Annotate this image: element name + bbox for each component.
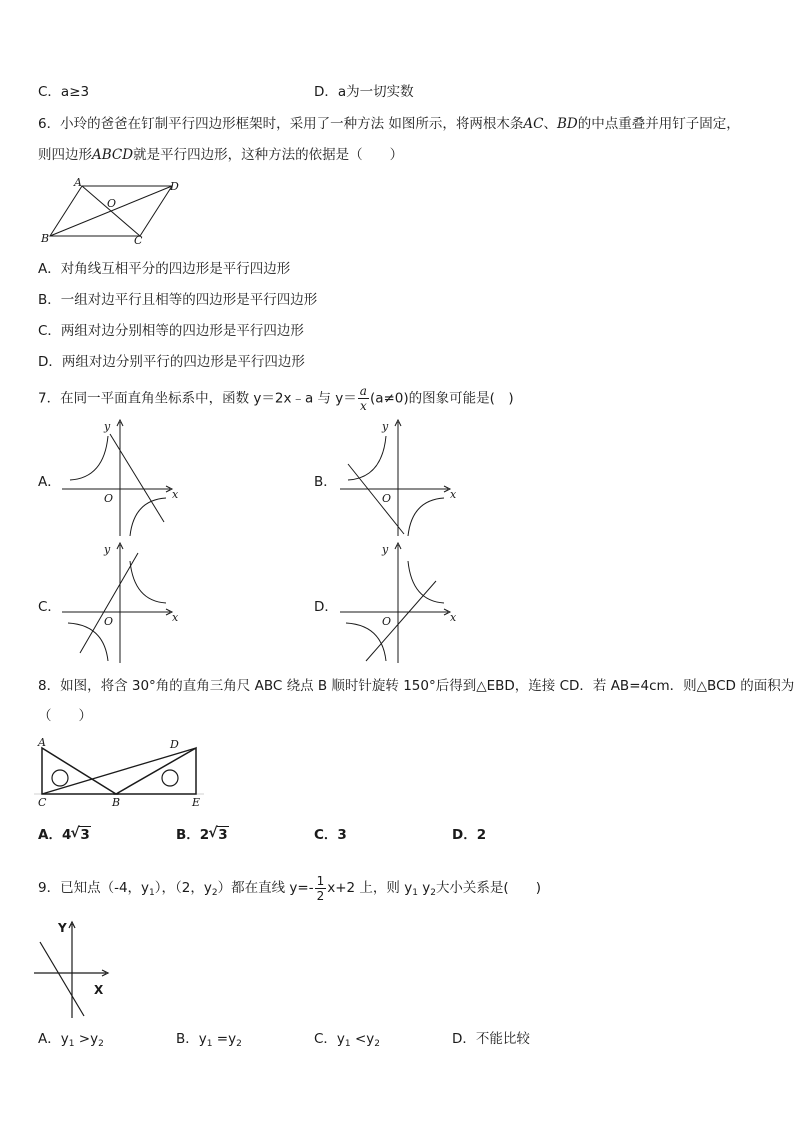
- q9-oc-4: 2: [374, 1039, 380, 1049]
- q7b-origin: O: [382, 492, 392, 505]
- q9-ob-2: 1: [206, 1039, 213, 1049]
- q9-text-c: ）都在直线 y=-: [217, 880, 314, 896]
- q7-stem-text: 7．在同一平面直角坐标系中，函数 y＝2x﹣a 与 y＝: [38, 390, 357, 407]
- q6-bd: BD: [556, 116, 578, 132]
- q6-sep: 、: [543, 116, 557, 132]
- q9-oa-4: 2: [98, 1039, 104, 1049]
- q6-stem-text: 6．小玲的爸爸在钉制平行四边形框架时，采用了一种方法 如图所示，将两根木条: [38, 116, 524, 132]
- q8-label-e: E: [192, 796, 201, 808]
- q6-stem-line2: [38, 146, 403, 164]
- q7a-origin: O: [104, 492, 114, 505]
- q7-stem: [38, 384, 514, 413]
- q9-sub1: 1: [149, 888, 155, 898]
- q6-label-b: B: [41, 232, 50, 245]
- q9-ob-1: B．y: [176, 1031, 207, 1047]
- q6-stem-text2: 的中点重叠并用钉子固定，: [577, 116, 740, 132]
- q6-stem-line1: [38, 115, 740, 133]
- q8-option-b-sqrt: [209, 826, 228, 844]
- q9-text-b: ），（2，y: [154, 880, 212, 896]
- q8-label-a: A: [38, 736, 46, 749]
- q7a-axis-y: y: [104, 420, 111, 433]
- q6-option-c: C．两组对边分别相等的四边形是平行四边形: [38, 323, 304, 339]
- q6-stem-text3: 则四边形: [38, 147, 92, 163]
- q7-frac-num: a: [359, 384, 367, 398]
- q7c-origin: O: [104, 615, 114, 628]
- q9-oc-3: <y: [350, 1031, 375, 1047]
- q9-text-d: x+2 上，则 y: [327, 880, 413, 896]
- q8-option-a: [38, 826, 91, 844]
- q9-sub2: 2: [211, 888, 218, 898]
- q9-oa-3: >y: [74, 1031, 99, 1047]
- q6-stem-text4: 就是平行四边形，这种方法的依据是（ ）: [133, 147, 404, 163]
- q9-text-e: y: [417, 880, 431, 896]
- q8-label-c: C: [38, 796, 47, 808]
- q7-fraction: [358, 384, 369, 413]
- q7-frac-den: x: [359, 399, 367, 413]
- q7c-axis-y: y: [104, 543, 111, 556]
- q9-sub3: 1: [412, 888, 418, 898]
- q8-label-d: D: [170, 738, 179, 751]
- q9-ob-4: 2: [236, 1039, 242, 1049]
- q6-label-o: O: [107, 197, 117, 210]
- q6-option-a: A．对角线互相平分的四边形是平行四边形: [38, 261, 291, 277]
- q7b-axis-x: x: [450, 488, 457, 501]
- q7-option-a-label: A．: [38, 474, 61, 490]
- q9-oc-2: 1: [344, 1039, 351, 1049]
- q7d-axis-y: y: [382, 543, 389, 556]
- q8-option-b: [176, 826, 229, 844]
- q6-option-b: B．一组对边平行且相等的四边形是平行四边形: [38, 292, 318, 308]
- q7-graph-a: [60, 418, 190, 538]
- q9-option-d: D．不能比较: [452, 1031, 530, 1047]
- q7-stem-text2: (a≠0)的图象可能是( ): [369, 390, 514, 407]
- q9-fraction: [315, 874, 327, 903]
- q8-option-a-sqrt: [71, 826, 90, 844]
- q9-text-a: 9．已知点（-4，y: [38, 880, 150, 896]
- q8-option-b-radicand: 3: [218, 827, 228, 843]
- q9-axis-x: X: [94, 983, 104, 997]
- q6-parallelogram-figure: [36, 176, 186, 248]
- q8-label-b: B: [112, 796, 121, 808]
- q8-option-a-text: A．4: [38, 827, 72, 843]
- q5-option-d: D．a为一切实数: [314, 84, 414, 100]
- q7-graph-b: [338, 418, 468, 538]
- q9-option-b: [176, 1030, 242, 1053]
- q8-option-d: D．2: [452, 827, 487, 843]
- q8-stem-line1: 8．如图，将含 30°角的直角三角尺 ABC 绕点 B 顺时针旋转 150°后得到△EBD，连接 CD．若 AB=4cm．则△BCD 的面积为: [38, 678, 794, 694]
- q8-stem-line2: （ ）: [38, 708, 92, 724]
- q8-triangles-figure: [34, 734, 206, 808]
- q6-option-d: D．两组对边分别平行的四边形是平行四边形: [38, 354, 305, 370]
- q9-option-c: [314, 1030, 380, 1053]
- q7-graph-c: [60, 541, 190, 665]
- q7d-origin: O: [382, 615, 392, 628]
- q9-oa-2: 1: [68, 1039, 75, 1049]
- q7-option-c-label: C．: [38, 599, 61, 615]
- q5-option-c: C．a≥3: [38, 84, 90, 100]
- q9-ob-3: =y: [212, 1031, 237, 1047]
- q9-text-f: 大小关系是( ): [435, 880, 541, 896]
- q9-sub4: 2: [430, 888, 436, 898]
- q9-line-graph: [34, 918, 124, 1024]
- q7c-axis-x: x: [172, 611, 179, 624]
- q9-option-a: [38, 1030, 104, 1053]
- q7-option-d-label: D．: [314, 599, 338, 615]
- q6-abcd: ABCD: [92, 147, 134, 163]
- q7d-axis-x: x: [450, 611, 457, 624]
- q9-frac-num: 1: [316, 873, 325, 888]
- q6-label-c: C: [134, 234, 143, 247]
- q7-graph-d: [338, 541, 468, 665]
- q9-axis-y: Y: [58, 921, 67, 935]
- q7-option-b-label: B．: [314, 474, 337, 490]
- q9-oc-1: C．y: [314, 1031, 345, 1047]
- q8-option-b-text: B．2: [176, 827, 210, 843]
- q7a-axis-x: x: [172, 488, 179, 501]
- q6-label-a: A: [74, 176, 82, 189]
- q9-frac-den: 2: [316, 888, 325, 903]
- q6-ac: AC: [523, 116, 544, 132]
- q8-option-c: C．3: [314, 827, 347, 843]
- q7b-axis-y: y: [382, 420, 389, 433]
- q8-option-a-radicand: 3: [80, 827, 90, 843]
- q9-oa-1: A．y: [38, 1031, 69, 1047]
- q9-stem: [38, 872, 541, 909]
- q6-label-d: D: [170, 180, 179, 193]
